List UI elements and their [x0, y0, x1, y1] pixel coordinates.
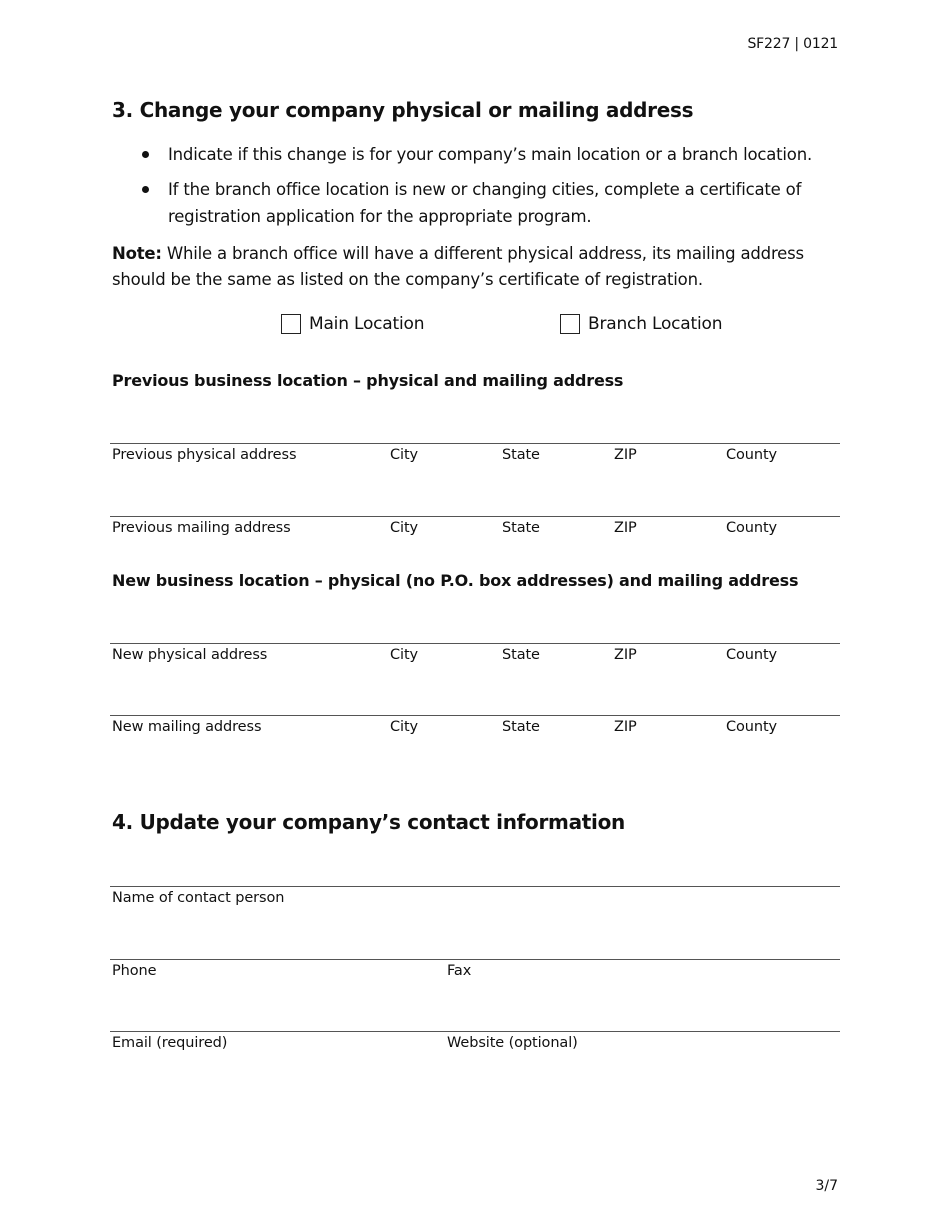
- state-label: State: [502, 520, 540, 536]
- county-label: County: [726, 647, 778, 663]
- fax-field[interactable]: Fax: [447, 963, 472, 979]
- county-label: County: [726, 520, 778, 536]
- field-label: Previous physical address: [112, 447, 297, 463]
- county-label: County: [726, 447, 778, 463]
- instruction-bullet: Indicate if this change is for your company’s main location or a branch location.: [140, 141, 840, 168]
- county-label: County: [726, 719, 778, 735]
- phone-field[interactable]: Phone: [112, 963, 157, 979]
- main-location-option[interactable]: [281, 314, 424, 334]
- previous-location-heading: Previous business location – physical and mailing address: [112, 371, 624, 390]
- branch-location-checkbox[interactable]: [560, 314, 580, 334]
- city-label: City: [390, 647, 419, 663]
- city-label: City: [390, 447, 419, 463]
- branch-location-label: Branch Location: [588, 314, 723, 334]
- instruction-bullet: If the branch office location is new or changing cities, complete a certificate of registration application for the appropriate program.: [140, 176, 840, 230]
- field-label: New physical address: [112, 647, 268, 663]
- new-physical-address-field[interactable]: [110, 643, 840, 668]
- zip-label: ZIP: [614, 520, 637, 536]
- state-label: State: [502, 447, 540, 463]
- phone-fax-row: [110, 959, 840, 984]
- previous-mailing-address-field[interactable]: [110, 516, 840, 541]
- main-location-label: Main Location: [309, 314, 425, 334]
- field-label: Previous mailing address: [112, 520, 291, 536]
- city-label: City: [390, 520, 419, 536]
- note-label: Note:: [112, 244, 162, 263]
- previous-physical-address-field[interactable]: [110, 443, 840, 468]
- zip-label: ZIP: [614, 447, 637, 463]
- section-3-title: 3. Change your company physical or mailing address: [112, 98, 694, 122]
- main-location-checkbox[interactable]: [281, 314, 301, 334]
- field-label: Name of contact person: [112, 890, 285, 906]
- website-field[interactable]: Website (optional): [447, 1035, 578, 1051]
- section-4-title: 4. Update your company’s contact information: [112, 810, 625, 834]
- new-location-heading: New business location – physical (no P.O. box addresses) and mailing address: [112, 571, 799, 590]
- email-field[interactable]: Email (required): [112, 1035, 228, 1051]
- form-code: SF227 | 0121: [747, 36, 838, 52]
- instruction-list: [140, 141, 840, 238]
- note-text: While a branch office will have a different physical address, its mailing address should be the same as listed on the company’s certificate of registration.: [112, 244, 804, 289]
- state-label: State: [502, 647, 540, 663]
- zip-label: ZIP: [614, 719, 637, 735]
- contact-person-field[interactable]: [110, 886, 840, 911]
- branch-location-option[interactable]: [560, 314, 722, 334]
- field-label: New mailing address: [112, 719, 262, 735]
- state-label: State: [502, 719, 540, 735]
- email-website-row: [110, 1031, 840, 1056]
- zip-label: ZIP: [614, 647, 637, 663]
- page-number: 3/7: [815, 1178, 838, 1194]
- new-mailing-address-field[interactable]: [110, 715, 840, 740]
- city-label: City: [390, 719, 419, 735]
- note-paragraph: [112, 241, 832, 293]
